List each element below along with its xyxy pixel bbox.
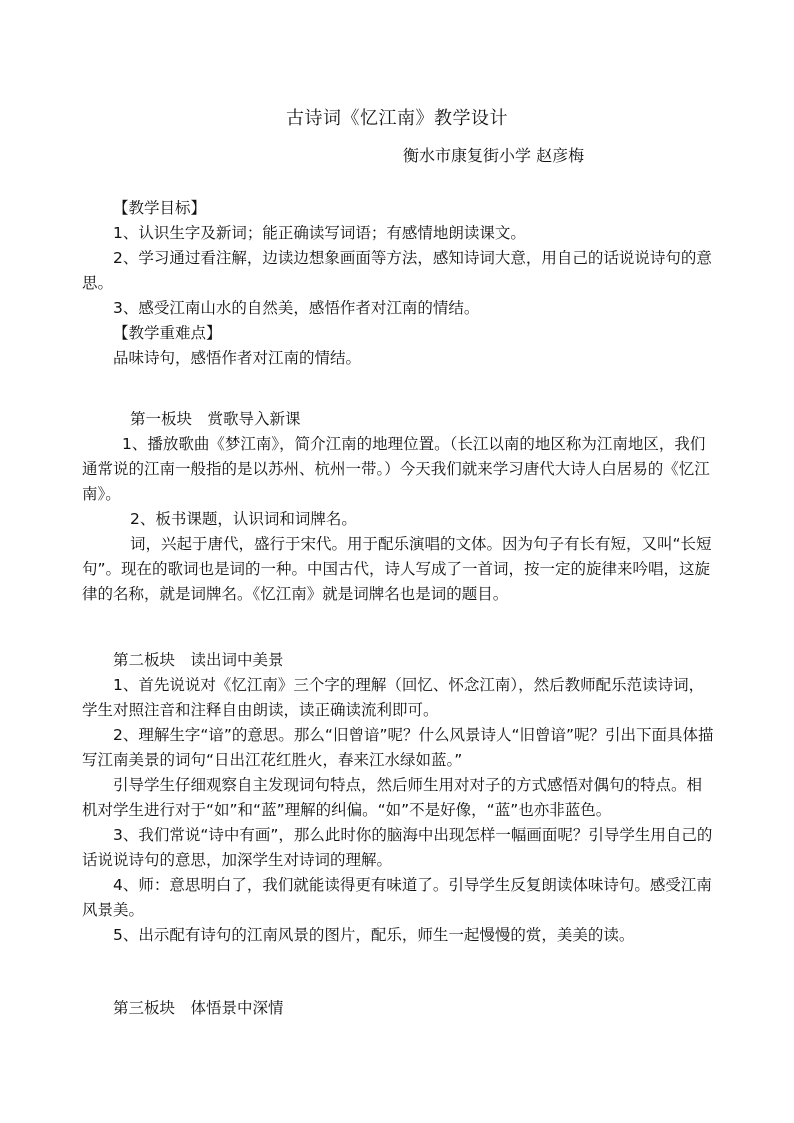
block1-item: 2、板书课题，认识词和词牌名。: [130, 510, 357, 528]
block2-item: 5、出示配有诗句的江南风景的图片，配乐，师生一起慢慢的赏，美美的读。: [113, 926, 635, 944]
block2-item: 2、理解生字“谙”的意思。那么“旧曾谙”呢？什么风景诗人“旧曾谙”呢？引出下面具体描写江南美景的词句“日出江花红胜火，春来江水绿如蓝。”: [82, 726, 714, 769]
block2-item: 4、师：意思明白了，我们就能读得更有味道了。引导学生反复朗读体味诗句。感受江南风景美。: [82, 876, 712, 919]
goals-section: [82, 196, 714, 371]
key-points-text: 品味诗句，感悟作者对江南的情结。: [113, 349, 362, 367]
block1-heading: 第一板块 赏歌导入新课: [130, 410, 301, 428]
goal-item: 3、感受江南山水的自然美，感悟作者对江南的情结。: [113, 299, 480, 317]
block2-item: 1、首先说说对《忆江南》三个字的理解（回忆、怀念江南），然后教师配乐范读诗词，学生对照注音和注释自由朗读，读正确读流利即可。: [82, 676, 705, 719]
block2-section: [82, 648, 714, 948]
block2-item: 引导学生仔细观察自主发现词句特点，然后师生用对对子的方式感悟对偶句的特点。相机对学生进行对于“如”和“蓝”理解的纠偏。“如”不是好像，“蓝”也亦非蓝色。: [82, 776, 703, 819]
block1-item: 词，兴起于唐代，盛行于宋代。用于配乐演唱的文体。因为句子有长有短，又叫“长短句”。现在的歌词也是词的一种。中国古代，诗人写成了一首词，按一定的旋律来吟唱，这旋律的名称，就是词牌名。《忆江南》就是词牌名也是词的题目。: [82, 535, 712, 603]
block3-section: [82, 996, 714, 1021]
document-title: 古诗词《忆江南》教学设计: [286, 108, 508, 129]
block1-section: [82, 407, 714, 607]
block2-item: 3、我们常说“诗中有画”，那么此时你的脑海中出现怎样一幅画面呢？引导学生用自己的话说说诗句的意思，加深学生对诗词的理解。: [82, 826, 713, 869]
goal-item: 1、认识生字及新词；能正确读写词语；有感情地朗读课文。: [113, 224, 526, 242]
author-line: 衡水市康复街小学 赵彦梅: [403, 146, 585, 165]
key-points-heading: 【教学重难点】: [113, 324, 222, 342]
block1-item: 1、播放歌曲《梦江南》，简介江南的地理位置。（长江以南的地区称为江南地区，我们通常说的江南一般指的是以苏州、杭州一带。）今天我们就来学习唐代大诗人白居易的《忆江南》。: [82, 435, 710, 503]
goals-heading: 【教学目标】: [113, 199, 207, 217]
goal-item: 2、学习通过看注解，边读边想象画面等方法，感知诗词大意，用自己的话说说诗句的意思。: [82, 249, 712, 292]
block2-heading: 第二板块 读出词中美景: [113, 651, 284, 669]
block3-heading: 第三板块 体悟景中深情: [113, 999, 284, 1017]
